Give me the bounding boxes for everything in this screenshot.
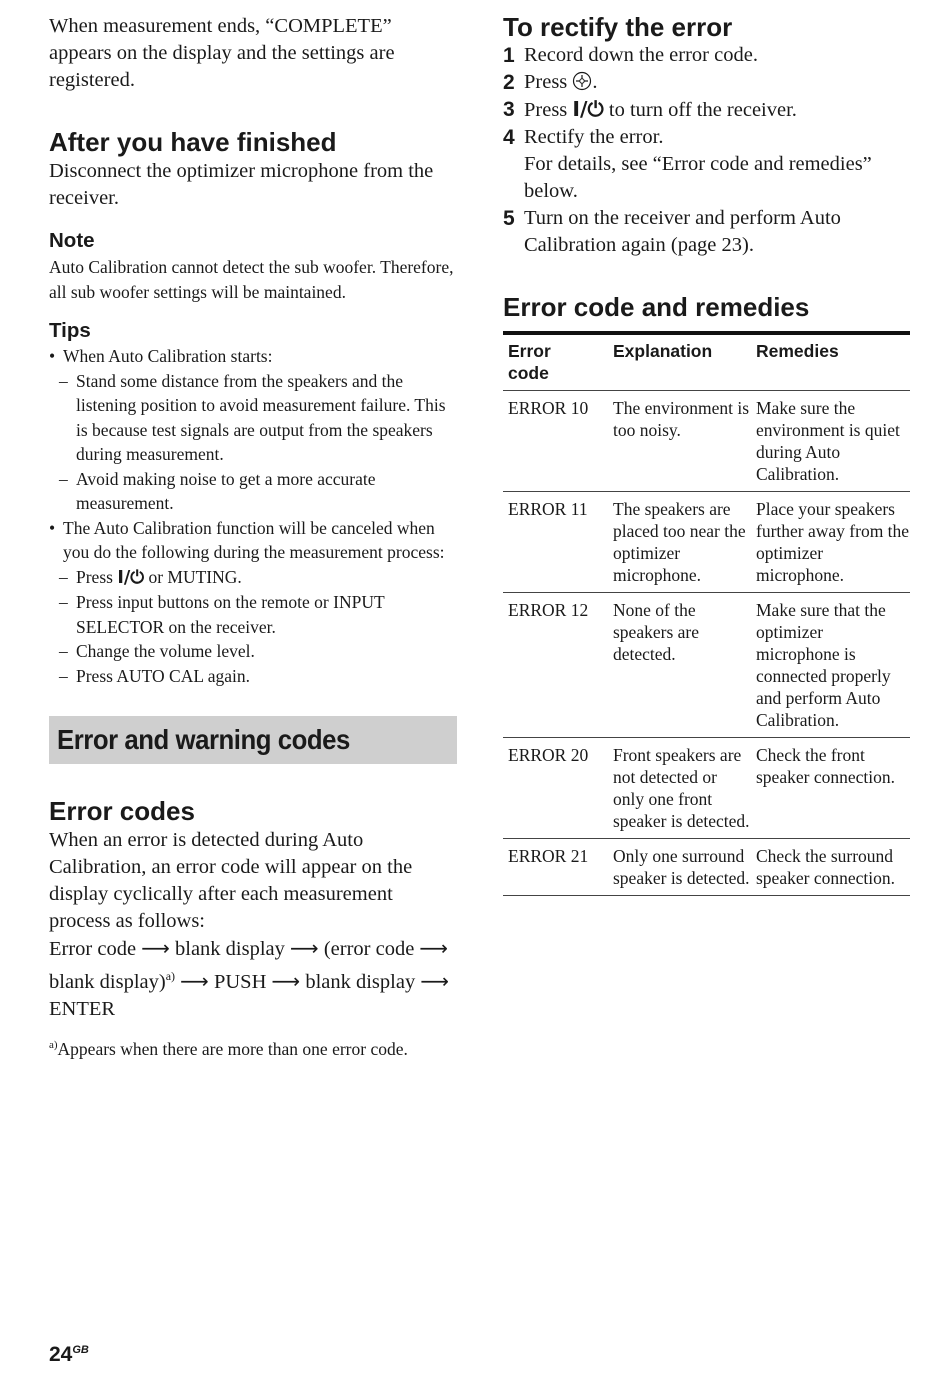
tip-subitem: – Avoid making noise to get a more accurate measurement.: [49, 467, 457, 516]
error-codes-text: When an error is detected during Auto Calibration, an error code will appear on the display cyclically after each measurement process as follows:: [49, 829, 413, 932]
table-row: ERROR 21 Only one surround speaker is detected. Check the surround speaker connection.: [503, 839, 910, 896]
region-code: GB: [72, 1344, 89, 1356]
table-row: ERROR 11 The speakers are placed too near the optimizer microphone. Place your speakers further away from the optimizer microphone.: [503, 492, 910, 593]
tip-subitem: – Stand some distance from the speakers and the listening position to avoid measurement failure. This is because test signals are output from the speakers during measurement.: [49, 369, 457, 467]
tip-item: • When Auto Calibration starts:: [49, 344, 457, 369]
power-icon: I/⏻: [117, 567, 145, 588]
left-column: [49, 0, 457, 1061]
column-header: Remedies: [751, 333, 910, 391]
error-sequence: Error code ⟶ blank display ⟶ (error code ⟶ blank display)$^{a)}$ ⟶ PUSH ⟶ blank display ⟶ ENTER: [49, 936, 449, 1020]
step-item: 4 Rectify the error. For details, see “Error code and remedies” below.: [503, 126, 872, 202]
table-row: ERROR 12 None of the speakers are detected. Make sure that the optimizer microphone is connected properly and perform Auto Calibration.: [503, 593, 910, 738]
remedies-heading: Error code and remedies: [503, 292, 810, 322]
arrow-right-icon: ⟶: [419, 936, 449, 960]
page-number: $24^{GB}$: [49, 1343, 89, 1366]
tip-subitem: – Press I/⏻ or MUTING.: [49, 565, 457, 591]
table-row: ERROR 10 The environment is too noisy. Make sure the environment is quiet during Auto Calibration.: [503, 391, 910, 492]
error-codes-heading: Error codes: [49, 796, 195, 826]
tip-subitem: – Change the volume level.: [49, 639, 457, 664]
after-finished-text: Disconnect the optimizer microphone from the receiver.: [49, 160, 434, 209]
dash-icon: –: [59, 566, 68, 587]
step-item: 3 Press I/⏻ to turn off the receiver.: [503, 97, 797, 121]
rectify-heading: To rectify the error: [503, 12, 733, 42]
bullet-icon: •: [49, 517, 56, 538]
arrow-right-icon: ⟶: [180, 968, 209, 993]
after-finished-heading: After you have finished: [49, 127, 337, 157]
dash-icon: –: [59, 370, 68, 391]
column-header: Error code: [503, 333, 608, 391]
dash-icon: –: [59, 468, 68, 489]
enter-button-icon: [572, 71, 592, 91]
dash-icon: –: [59, 641, 68, 661]
note-text: Auto Calibration cannot detect the sub woofer. Therefore, all sub woofer settings will be maintained.: [49, 257, 454, 302]
footnote-mark: a): [165, 969, 176, 983]
column-header: Explanation: [608, 333, 751, 391]
footnote: $^{a)}$Appears when there are more than one error code.: [49, 1038, 408, 1059]
arrow-right-icon: ⟶: [271, 968, 301, 993]
dash-icon: –: [59, 592, 68, 612]
error-table: [503, 331, 910, 896]
arrow-right-icon: ⟶: [420, 968, 449, 993]
tips-list: [49, 344, 457, 688]
tip-subitem: – Press AUTO CAL again.: [49, 664, 457, 689]
step-item: 5 Turn on the receiver and perform Auto Calibration again (page 23).: [503, 207, 841, 256]
table-header-row: [503, 333, 910, 391]
tip-subitem: – Press input buttons on the remote or INPUT SELECTOR on the receiver.: [49, 590, 457, 639]
tip-item: • The Auto Calibration function will be canceled when you do the following during the measurement process:: [49, 516, 457, 565]
arrow-right-icon: ⟶: [141, 936, 170, 960]
rectify-steps: [503, 42, 911, 259]
section-banner: Error and warning codes: [49, 716, 457, 764]
step-item: 2 Press .: [503, 71, 598, 94]
power-icon: I/⏻: [572, 97, 604, 121]
step-item: 1 Record down the error code.: [503, 44, 758, 67]
tips-heading: Tips: [49, 319, 91, 342]
note-heading: Note: [49, 229, 95, 252]
table-row: ERROR 20 Front speakers are not detected or only one front speaker is detected. Check the front speaker connection.: [503, 738, 910, 839]
dash-icon: –: [59, 665, 68, 686]
measurement-complete-text: When measurement ends, “COMPLETE” appears on the display and the settings are registered.: [49, 15, 395, 91]
bullet-icon: •: [49, 346, 56, 366]
arrow-right-icon: ⟶: [290, 936, 319, 960]
right-column: [503, 0, 911, 896]
